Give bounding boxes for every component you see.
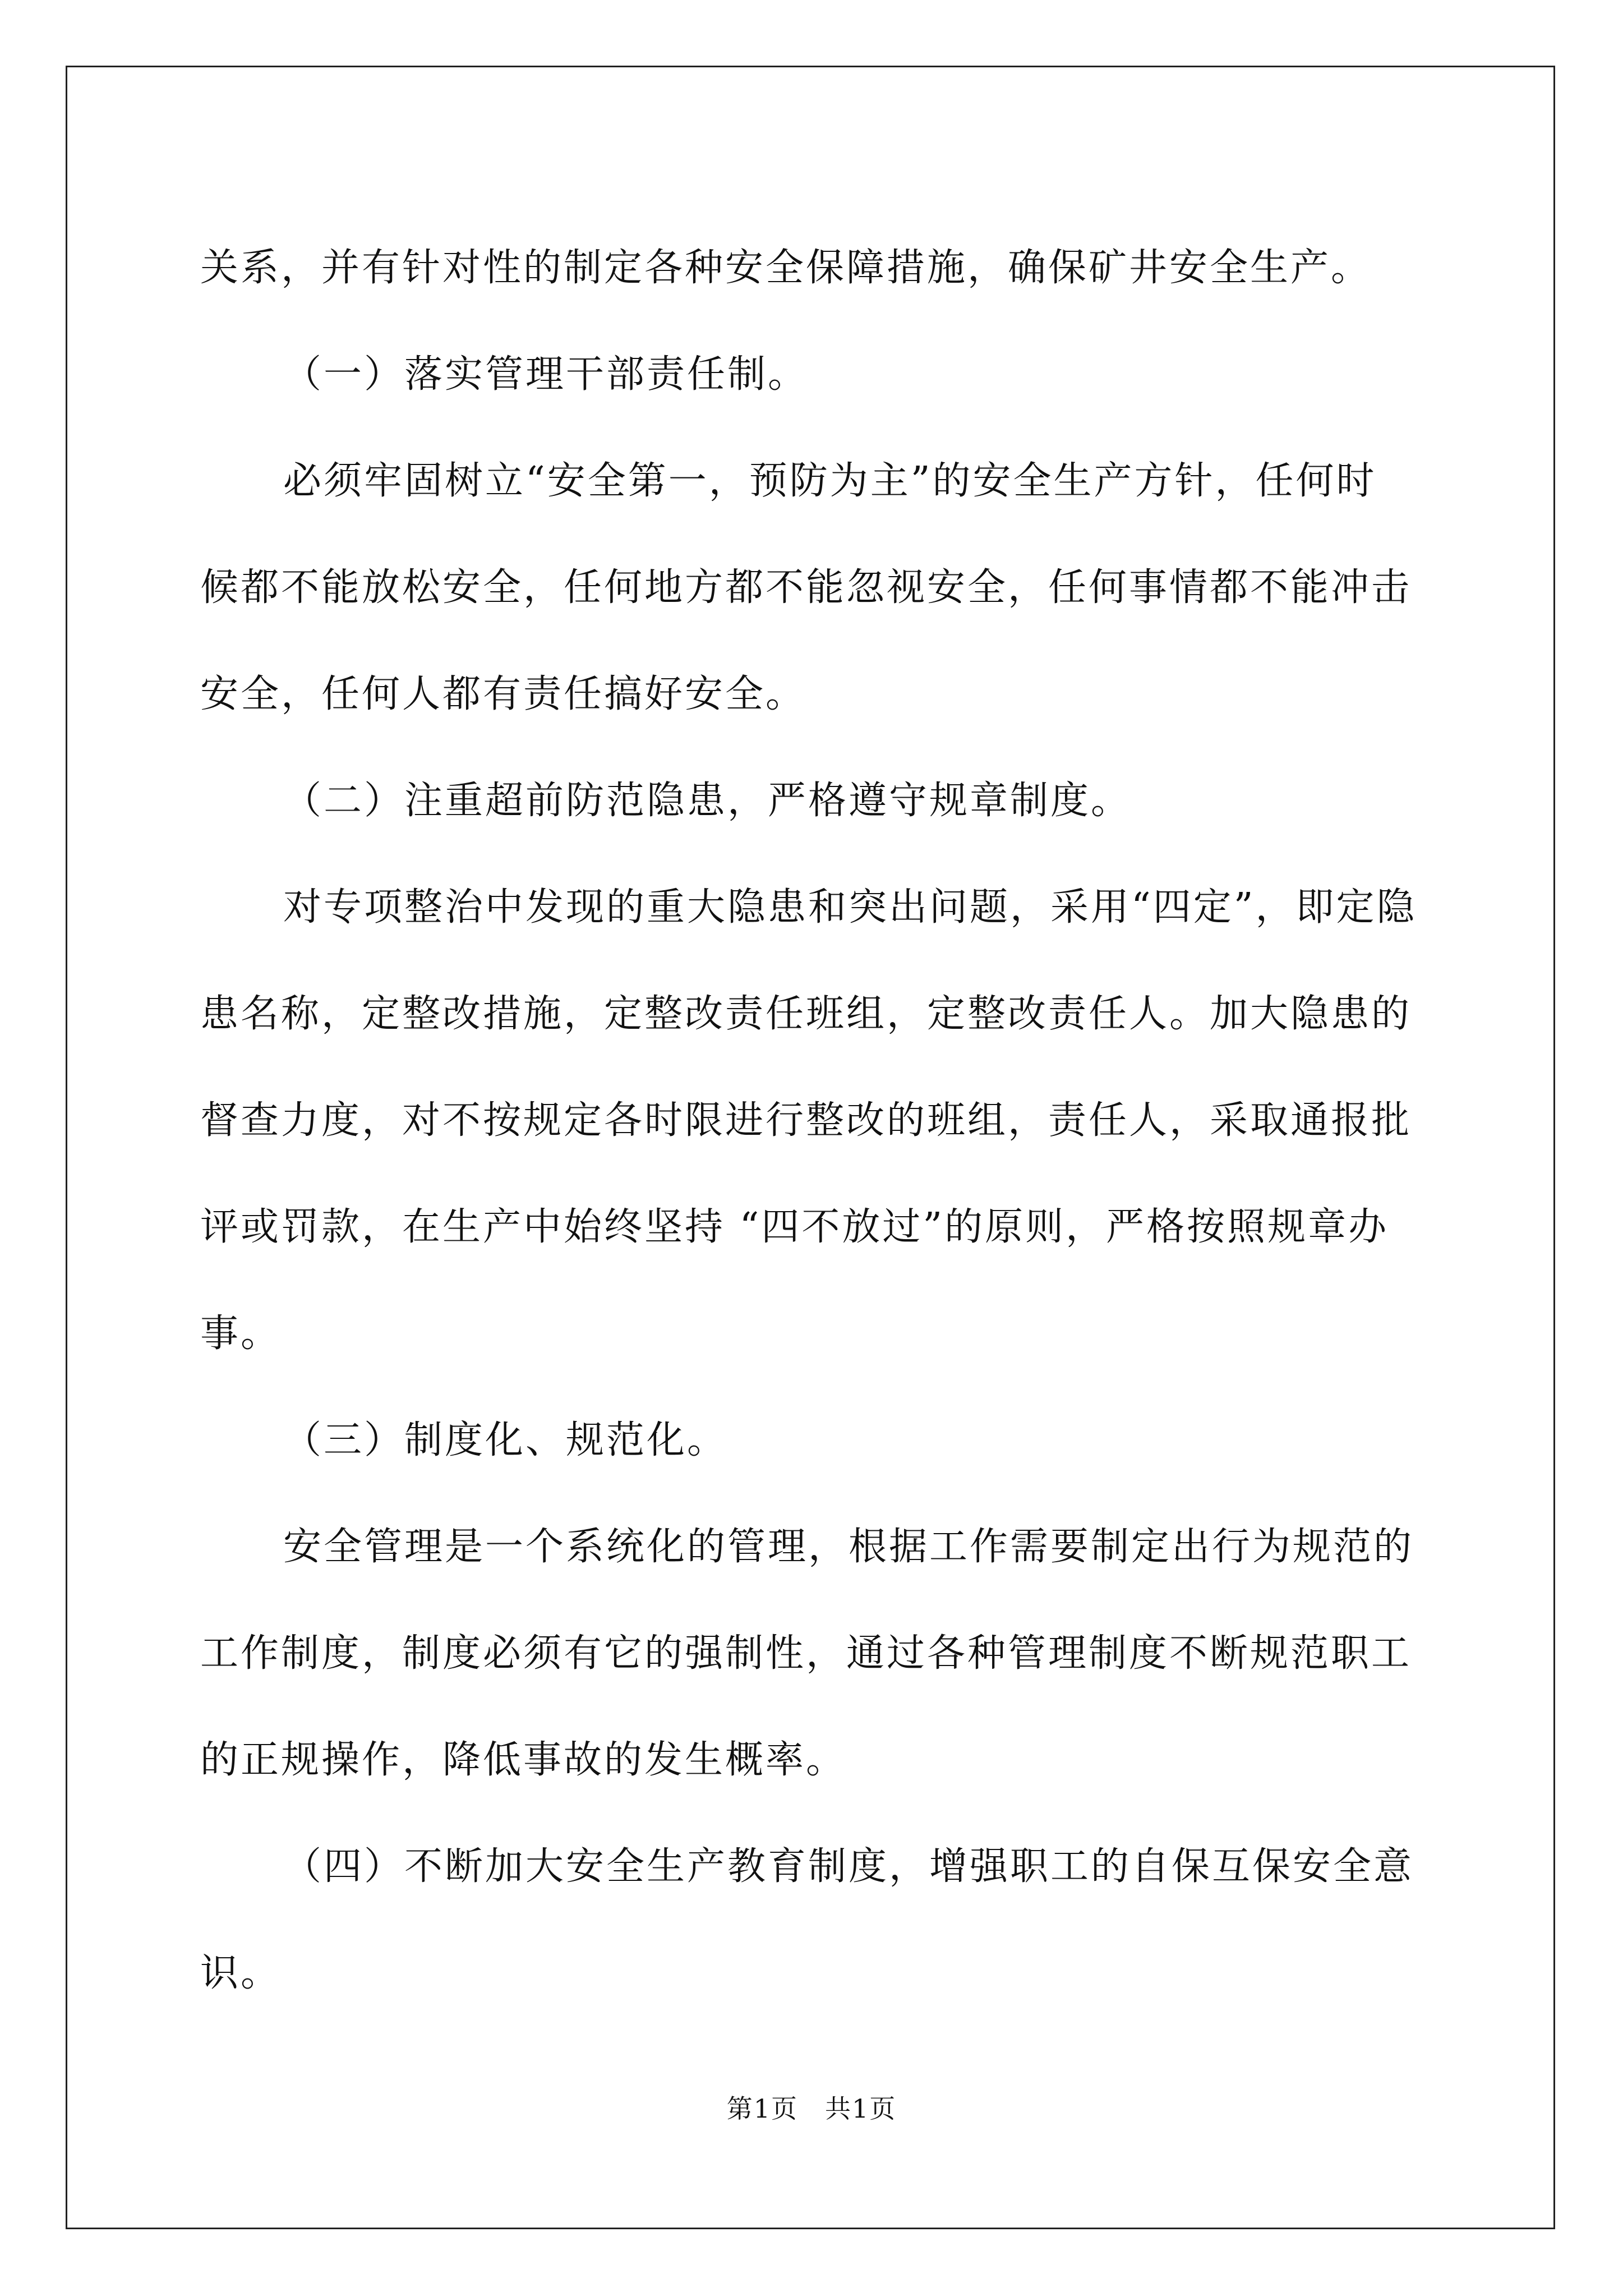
text-line: 工作制度，制度必须有它的强制性，通过各种管理制度不断规范职工 <box>200 1631 1412 1676</box>
paragraph-1 <box>200 215 1428 321</box>
text-line: 对专项整治中发现的重大隐患和突出问题，采用“四定”，即定隐 <box>283 885 1417 930</box>
text-line: 督查力度，对不按规定各时限进行整改的班组，责任人，采取通报批 <box>200 1098 1412 1143</box>
page-total: 共1页 <box>825 2093 897 2124</box>
page-footer <box>0 2088 1623 2125</box>
document-body <box>200 215 1428 2027</box>
text-line: 评或罚款，在生产中始终坚持 “四不放过”的原则，严格按照规章办 <box>200 1205 1389 1249</box>
text-line: 事。 <box>200 1312 282 1356</box>
section-heading-2 <box>200 748 1428 854</box>
text-line: 识。 <box>200 1951 282 1995</box>
text-line: 安全，任何人都有责任搞好安全。 <box>200 672 806 716</box>
text-line: （四）不断加大安全生产教育制度，增强职工的自保互保安全意 <box>283 1844 1414 1889</box>
text-line: 候都不能放松安全，任何地方都不能忽视安全，任何事情都不能冲击 <box>200 565 1412 610</box>
paragraph-4 <box>200 1494 1428 1814</box>
text-line: 的正规操作，降低事故的发生概率。 <box>200 1738 847 1782</box>
text-line: （三）制度化、规范化。 <box>283 1418 728 1462</box>
text-line: 患名称，定整改措施，定整改责任班组，定整改责任人。加大隐患的 <box>200 992 1412 1036</box>
text-line: （二）注重超前防范隐患，严格遵守规章制度。 <box>283 779 1132 823</box>
section-heading-3 <box>200 1387 1428 1494</box>
text-line: 安全管理是一个系统化的管理，根据工作需要制定出行为规范的 <box>283 1525 1414 1569</box>
text-line: 必须牢固树立“安全第一，预防为主”的安全生产方针，任何时 <box>283 459 1377 503</box>
paragraph-2 <box>200 428 1428 748</box>
text-line: （一）落实管理干部责任制。 <box>283 352 809 397</box>
paragraph-3 <box>200 854 1428 1387</box>
page-number: 第1页 <box>726 2093 798 2124</box>
text-line: 关系，并有针对性的制定各种安全保障措施，确保矿井安全生产。 <box>200 246 1372 290</box>
section-heading-1 <box>200 321 1428 428</box>
section-heading-4 <box>200 1814 1428 2027</box>
